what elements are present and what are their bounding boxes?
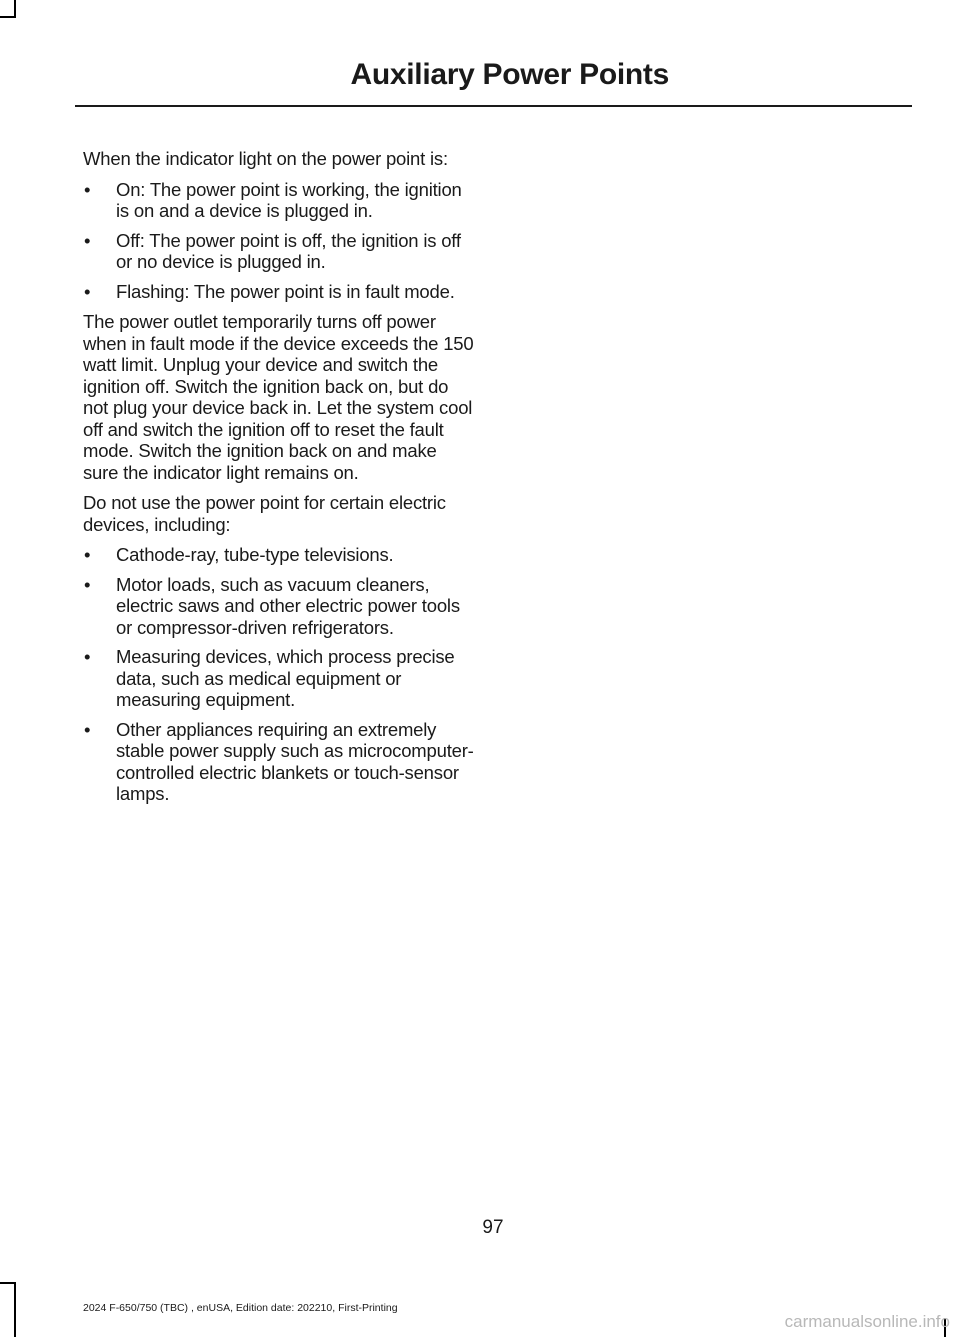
list-item — [83, 646, 475, 711]
bullet-icon: • — [84, 544, 91, 565]
main-content — [83, 148, 475, 814]
list-item-text: Motor loads, such as vacuum cleaners, electric saws and other electric power tools or compressor-driven refrigerators. — [116, 573, 460, 638]
bullet-icon: • — [84, 718, 91, 740]
list-item — [83, 544, 475, 566]
list-item — [83, 719, 475, 805]
header-rule — [75, 105, 912, 107]
fault-mode-paragraph: The power outlet temporarily turns off power when in fault mode if the device exceeds the 150 watt limit. Unplug your device and switch the ignition off. Switch the ignition back on, but do not plug your device back in. Let the system cool off and switch the ignition off to reset the fault mode. Switch the ignition back on and make sure the indicator light remains on. — [83, 311, 474, 483]
list-item-text: Cathode-ray, tube-type televisions. — [116, 544, 394, 565]
list-item-text: Flashing: The power point is in fault mode. — [116, 280, 455, 302]
bullet-icon: • — [84, 178, 91, 200]
crop-mark-top-left-horizontal — [0, 16, 16, 18]
list-item — [83, 179, 475, 222]
bullet-icon: • — [84, 646, 91, 667]
bullet-icon: • — [84, 573, 91, 595]
list-item — [83, 230, 475, 273]
list-item-text: On: The power point is working, the ignition is on and a device is plugged in. — [116, 178, 462, 221]
crop-mark-bottom-left-horizontal — [0, 1282, 16, 1284]
page-title: Auxiliary Power Points — [350, 58, 669, 91]
list-item-text: Other appliances requiring an extremely stable power supply such as microcomputer-controlled electric blankets or touch-sensor lamps. — [116, 718, 474, 804]
devices-list — [83, 544, 475, 805]
bullet-icon: • — [84, 229, 91, 251]
watermark: carmanualsonline.info — [784, 1312, 950, 1331]
list-item-text: Off: The power point is off, the ignition is off or no device is plugged in. — [116, 229, 461, 272]
page-number: 97 — [482, 1217, 504, 1238]
devices-intro: Do not use the power point for certain electric devices, including: — [83, 492, 446, 535]
list-item — [83, 281, 475, 303]
list-item-text: Measuring devices, which process precise data, such as medical equipment or measuring equipment. — [116, 646, 455, 710]
crop-mark-bottom-left-vertical — [14, 1282, 16, 1337]
bullet-icon: • — [84, 280, 91, 302]
edition-footer: 2024 F-650/750 (TBC) , enUSA, Edition date: 202210, First-Printing — [83, 1302, 398, 1314]
indicator-intro: When the indicator light on the power point is: — [83, 148, 448, 169]
list-item — [83, 574, 475, 639]
indicator-states-list — [83, 179, 475, 303]
